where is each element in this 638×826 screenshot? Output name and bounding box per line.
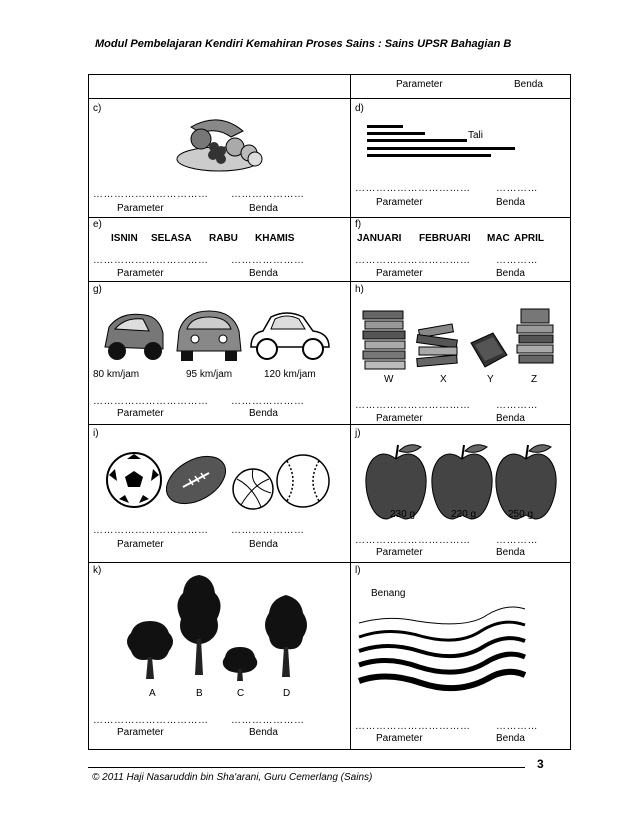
book-stack-z-image [515, 307, 555, 371]
speed-value: 120 km/jam [264, 369, 316, 380]
tali-label: Tali [468, 130, 484, 141]
row-divider [89, 98, 570, 99]
parameter-answer-line[interactable]: …………………………… [355, 255, 471, 266]
stack-letter: Z [531, 374, 538, 385]
volleyball-image [231, 467, 275, 511]
tree-a-image [125, 619, 175, 681]
tree-b-image [175, 573, 223, 677]
question-l-label: l) [355, 565, 361, 576]
benda-label: Benda [249, 408, 278, 419]
tree-letter: C [237, 688, 245, 699]
question-j-label: j) [355, 428, 361, 439]
column-divider [350, 75, 351, 749]
book-stack-w-image [361, 309, 409, 371]
benda-answer-line[interactable]: ………… [496, 535, 538, 546]
top-benda-label: Benda [514, 79, 543, 90]
footer-rule [88, 767, 525, 768]
benda-answer-line[interactable]: ………………… [231, 189, 305, 200]
car-3-image [247, 307, 333, 365]
benda-label: Benda [496, 413, 525, 424]
parameter-label: Parameter [117, 539, 164, 550]
month-item: APRIL [514, 233, 544, 244]
page-number: 3 [537, 757, 544, 771]
tree-letter: A [149, 688, 156, 699]
benda-answer-line[interactable]: ………………… [231, 255, 305, 266]
parameter-answer-line[interactable]: …………………………… [355, 535, 471, 546]
parameter-label: Parameter [117, 727, 164, 738]
parameter-answer-line[interactable]: …………………………… [93, 525, 209, 536]
stack-letter: W [384, 374, 394, 385]
fruit-basket-image [169, 117, 269, 177]
month-item: JANUARI [357, 233, 402, 244]
question-g-label: g) [93, 284, 102, 295]
tree-c-image [221, 645, 259, 683]
day-item: RABU [209, 233, 238, 244]
copyright-icon: © [92, 772, 100, 783]
tree-letter: D [283, 688, 291, 699]
parameter-label: Parameter [117, 203, 164, 214]
benda-answer-line[interactable]: ………… [496, 721, 538, 732]
benda-label: Benda [496, 268, 525, 279]
question-c-label: c) [93, 103, 102, 114]
stack-letter: Y [487, 374, 494, 385]
parameter-label: Parameter [376, 413, 423, 424]
page-header: Modul Pembelajaran Kendiri Kemahiran Proses Sains : Sains UPSR Bahagian B [95, 38, 512, 50]
question-k-label: k) [93, 565, 102, 576]
parameter-answer-line[interactable]: …………………………… [355, 721, 471, 732]
parameter-answer-line[interactable]: …………………………… [93, 396, 209, 407]
parameter-label: Parameter [117, 268, 164, 279]
benda-answer-line[interactable]: ………… [496, 400, 538, 411]
strings-image [367, 125, 527, 165]
parameter-label: Parameter [376, 268, 423, 279]
question-i-label: i) [93, 428, 99, 439]
benda-label: Benda [496, 733, 525, 744]
month-item: MAC [487, 233, 510, 244]
car-2-image [173, 307, 245, 365]
row-divider [89, 562, 570, 563]
row-divider [89, 281, 570, 282]
parameter-label: Parameter [376, 733, 423, 744]
parameter-answer-line[interactable]: …………………………… [93, 715, 209, 726]
benda-label: Benda [496, 547, 525, 558]
soccer-ball-image [105, 451, 163, 509]
parameter-label: Parameter [376, 197, 423, 208]
rugby-ball-image [163, 453, 229, 507]
day-item: KHAMIS [255, 233, 295, 244]
mass-value: 230 g [390, 509, 416, 520]
question-h-label: h) [355, 284, 364, 295]
row-divider [89, 217, 570, 218]
footer-text [92, 772, 372, 783]
car-1-image [101, 307, 167, 365]
top-parameter-label: Parameter [396, 79, 443, 90]
benda-label: Benda [249, 268, 278, 279]
benda-answer-line[interactable]: ………………… [231, 525, 305, 536]
row-divider [89, 424, 570, 425]
benda-answer-line[interactable]: ………… [496, 255, 538, 266]
threads-image [357, 597, 527, 697]
mass-value: 220 g [451, 509, 477, 520]
book-stack-x-image [415, 323, 461, 369]
stack-letter: X [440, 374, 447, 385]
footer-credit: 2011 Haji Nasaruddin bin Sha'arani, Guru Cemerlang (Sains) [102, 772, 373, 783]
benda-answer-line[interactable]: ………… [496, 183, 538, 194]
parameter-label: Parameter [376, 547, 423, 558]
speed-value: 95 km/jam [186, 369, 233, 380]
benda-label: Benda [496, 197, 525, 208]
parameter-answer-line[interactable]: …………………………… [355, 400, 471, 411]
benda-answer-line[interactable]: ………………… [231, 396, 305, 407]
question-e-label: e) [93, 219, 102, 230]
worksheet-table [88, 74, 571, 750]
baseball-image [275, 453, 331, 509]
book-y-image [467, 331, 509, 371]
day-item: ISNIN [111, 233, 138, 244]
benda-label: Benda [249, 203, 278, 214]
tree-d-image [261, 593, 311, 679]
benda-label: Benda [249, 727, 278, 738]
parameter-label: Parameter [117, 408, 164, 419]
question-f-label: f) [355, 219, 362, 230]
speed-value: 80 km/jam [93, 369, 140, 380]
parameter-answer-line[interactable]: …………………………… [93, 255, 209, 266]
parameter-answer-line[interactable]: …………………………… [355, 183, 471, 194]
benang-label: Benang [371, 588, 406, 599]
mass-value: 250 g [508, 509, 534, 520]
parameter-answer-line[interactable]: …………………………… [93, 189, 209, 200]
question-d-label: d) [355, 103, 364, 114]
day-item: SELASA [151, 233, 192, 244]
benda-answer-line[interactable]: ………………… [231, 715, 305, 726]
benda-label: Benda [249, 539, 278, 550]
month-item: FEBRUARI [419, 233, 471, 244]
tree-letter: B [196, 688, 203, 699]
